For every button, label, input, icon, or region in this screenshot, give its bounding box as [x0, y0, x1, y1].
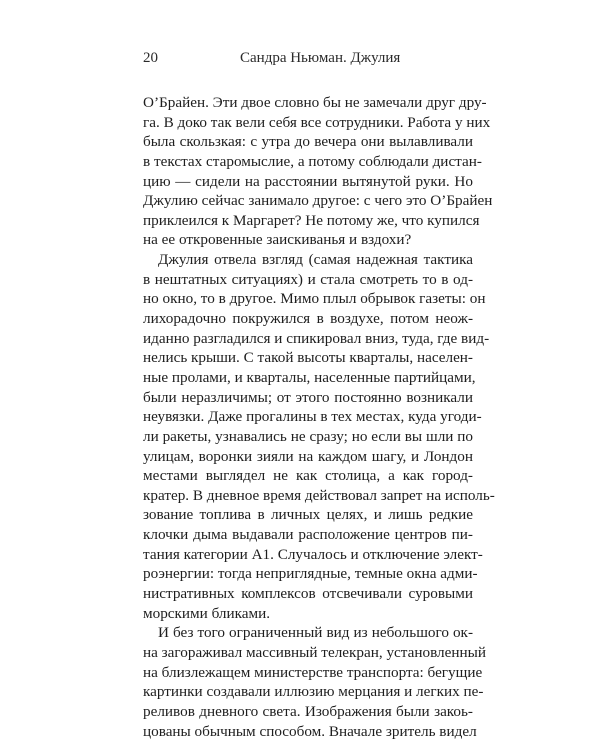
text-line: ли ракеты, узнавались не сразу; но если вы шли по: [143, 427, 473, 445]
text-line: на загораживал массивный телекран, установленный: [143, 643, 486, 661]
text-line: улицам, воронки зияли на каждом шагу, и Лондон: [143, 447, 473, 465]
text-line: га. В доко так вели себя все сотрудники. Работа у них: [143, 113, 491, 131]
text-line: Джулия отвела взгляд (самая надежная тактика: [158, 251, 473, 269]
running-head: [143, 50, 473, 74]
text-line: О’Брайен. Эти двое словно бы не замечали друг дру-: [143, 94, 487, 111]
text-line: была скользкая: с утра до вечера они вылавливали: [143, 133, 473, 151]
text-line: приклеился к Маргарет? Не потому же, что купился: [143, 211, 480, 229]
text-line: нистративных комплексов отсвечивали суровыми: [143, 585, 473, 603]
text-line: Джулию сейчас занимало другое: с чего это О’Брайен: [143, 192, 493, 210]
text-line: лихорадочно покружился в воздухе, потом неож-: [143, 310, 473, 328]
text-line: в текстах старомыслие, а потому соблюдали дистан-: [143, 152, 482, 170]
text-line: тания категории А1. Случалось и отключение элект-: [143, 545, 483, 563]
running-title: Сандра Ньюман. Джулия: [240, 50, 401, 66]
text-line: роэнергии: тогда неприглядные, темные окна адми-: [143, 565, 478, 583]
text-line: реливов дневного света. Изображения были закоь-: [143, 702, 473, 720]
text-line: зование топлива в личных целях, и лишь редкие: [143, 506, 473, 524]
text-line: цованы обычным способом. Вначале зритель видел: [143, 722, 477, 740]
text-line: кратер. В дневное время действовал запрет на исполь-: [143, 486, 495, 504]
text-line: но окно, то в другое. Мимо плыл обрывок газеты: он: [143, 290, 486, 308]
text-line: на близлежащем министерстве транспорта: бегущие: [143, 663, 483, 681]
page-number: 20: [143, 50, 158, 66]
text-line: клочки дыма выдавали расположение центров пи-: [143, 526, 473, 544]
text-line: неувязки. Даже прогалины в тех местах, куда угоди-: [143, 408, 482, 426]
text-line: местами выглядел не как столица, а как город-: [143, 467, 473, 485]
text-line: иданно разгладился и спикировал вниз, туда, где вид-: [143, 329, 490, 347]
text-line: были неразличимы; от этого постоянно возникали: [143, 388, 473, 406]
text-line: морскими бликами.: [143, 604, 271, 622]
text-line: И без того ограниченный вид из небольшого ок-: [158, 624, 473, 642]
text-line: картинки создавали иллюзию мерцания и легких пе-: [143, 683, 484, 701]
text-line: цию — сидели на расстоянии вытянутой руки. Но: [143, 172, 473, 190]
body-text: [143, 93, 495, 741]
text-line: ные пролами, и кварталы, населенные партийцами,: [143, 368, 476, 386]
text-line: нелись крыши. С такой высоты кварталы, населен-: [143, 349, 473, 367]
text-line: на ее откровенные заискиванья и вздохи?: [143, 231, 412, 249]
text-line: в нештатных ситуациях) и стала смотреть то в од-: [143, 270, 473, 288]
